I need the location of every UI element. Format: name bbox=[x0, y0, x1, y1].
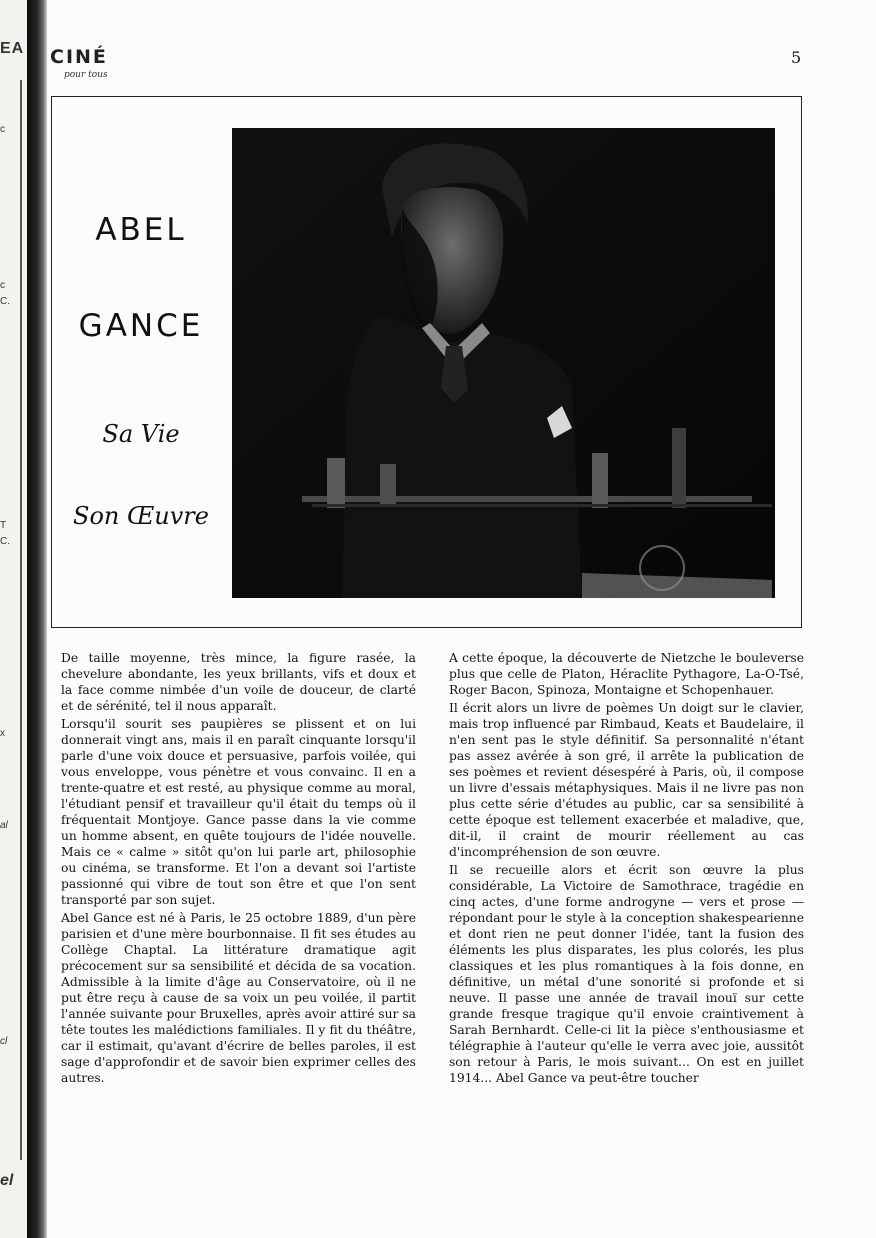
masthead-title: CINÉ bbox=[50, 46, 108, 68]
paragraph: Il se recueille alors et écrit son œuvre la plus considérable, La Victoire de Samothrace, tragédie en cinq actes, d'une forme androgyne — vers et prose — répondant pour le style à la conception shakespearienne et dont rien ne peut donner l'idée, tant la fusion des éléments les plus disparates, les plus colorés, les plus classiques et les plus romantiques à la fois donne, en définitive, un métal d'une sonorité si profonde et si neuve. Il passe une année de travail inouï sur cette grande fresque tragique qu'il envoie craintivement à Sarah Bernhardt. Celle-ci lit la pièce s'enthousiasme et télégraphie à l'auteur qu'elle le verra avec joie, aussitôt son retour à Paris, le mois suivant... On est en juillet 1914... Abel Gance va peut-être toucher bbox=[449, 863, 804, 1085]
adjacent-page-rule bbox=[20, 80, 22, 1160]
adjacent-page-strip bbox=[0, 0, 27, 1238]
paragraph: A cette époque, la découverte de Nietzche le bouleverse plus que celle de Platon, Héraclite Pythagore, La-O-Tsé, Roger Bacon, Spinoza, Montaigne et Schopenhauer. bbox=[449, 651, 804, 697]
page-number: 5 bbox=[791, 48, 802, 67]
feature-title-block bbox=[52, 96, 230, 628]
title-last-name: GANCE bbox=[78, 308, 204, 344]
book-spine-shadow bbox=[27, 0, 47, 1238]
portrait-photo bbox=[232, 128, 775, 598]
adjacent-page-mark: T bbox=[0, 520, 7, 531]
adjacent-page-mark: c bbox=[0, 280, 5, 291]
article-column-left bbox=[61, 650, 416, 1180]
paragraph: De taille moyenne, très mince, la figure rasée, la chevelure abondante, les yeux brillants, vifs et doux et la face comme nimbée d'un voile de douceur, de clarté et de sérénité, tel il nous apparaît. bbox=[61, 651, 416, 713]
adjacent-page-mark: C. bbox=[0, 296, 10, 307]
paragraph: Abel Gance est né à Paris, le 25 octobre 1889, d'un père parisien et d'une mère bourbonnaise. Il fit ses études au Collège Chaptal. La littérature dramatique agit précocement sur sa sensibilité et décida de sa vocation. Admissible à la limite d'âge au Conservatoire, où il ne put être reçu à cause de sa voix un peu voilée, il partit l'année suivante pour Bruxelles, après avoir attiré sur sa tête toutes les malédictions familiales. Il y fit du théâtre, car il estimait, qu'avant d'écrire de belles paroles, il est sage d'approfondir et de savoir bien exprimer celles des autres. bbox=[61, 911, 416, 1085]
adjacent-page-mark: x bbox=[0, 728, 5, 739]
masthead-subtitle: pour tous bbox=[64, 70, 108, 80]
adjacent-page-mark: C. bbox=[0, 536, 10, 547]
article-column-right bbox=[449, 650, 804, 1180]
adjacent-page-mark: c bbox=[0, 124, 5, 135]
paragraph: Il écrit alors un livre de poèmes Un doigt sur le clavier, mais trop influencé par Rimbaud, Keats et Baudelaire, il n'en sent pas le style définitif. Sa personnalité n'étant pas assez avérée à son gré, il arrête la publication de ses poèmes et revient désespéré à Paris, où, il compose un livre d'essais métaphysiques. Mais il ne livre pas non plus cette série d'études au public, car sa sensibilité à cette époque est tellement exacerbée et maladive, que, dit-il, il craint de mourir réellement au cas d'incompréhension de son œuvre. bbox=[449, 701, 804, 859]
adjacent-page-mark: cl bbox=[0, 1036, 8, 1047]
title-first-name: ABEL bbox=[95, 212, 187, 248]
adjacent-page-head: EA bbox=[0, 40, 25, 57]
subtitle-work: Son Œuvre bbox=[73, 502, 209, 530]
adjacent-page-mark: al bbox=[0, 820, 8, 831]
subtitle-life: Sa Vie bbox=[102, 420, 180, 448]
adjacent-page-foot: el bbox=[0, 1172, 14, 1189]
paragraph: Lorsqu'il sourit ses paupières se plissent et on lui donnerait vingt ans, mais il en paraît cinquante lorsqu'il parle d'une voix douce et persuasive, parfois voilée, qui vous enveloppe, vous pénètre et vous convainc. Il en a trente-quatre et est resté, au physique comme au moral, l'étudiant pensif et travailleur qu'il était du temps où il fréquentait Montjoye. Gance passe dans la vie comme un homme absent, en quête toujours de l'idée nouvelle. Mais ce « calme » sitôt qu'on lui parle art, philosophie ou cinéma, se transforme. Et l'on a devant soi l'artiste passionné qui vibre de tout son être et que l'on sent transporté par son sujet. bbox=[61, 717, 416, 907]
